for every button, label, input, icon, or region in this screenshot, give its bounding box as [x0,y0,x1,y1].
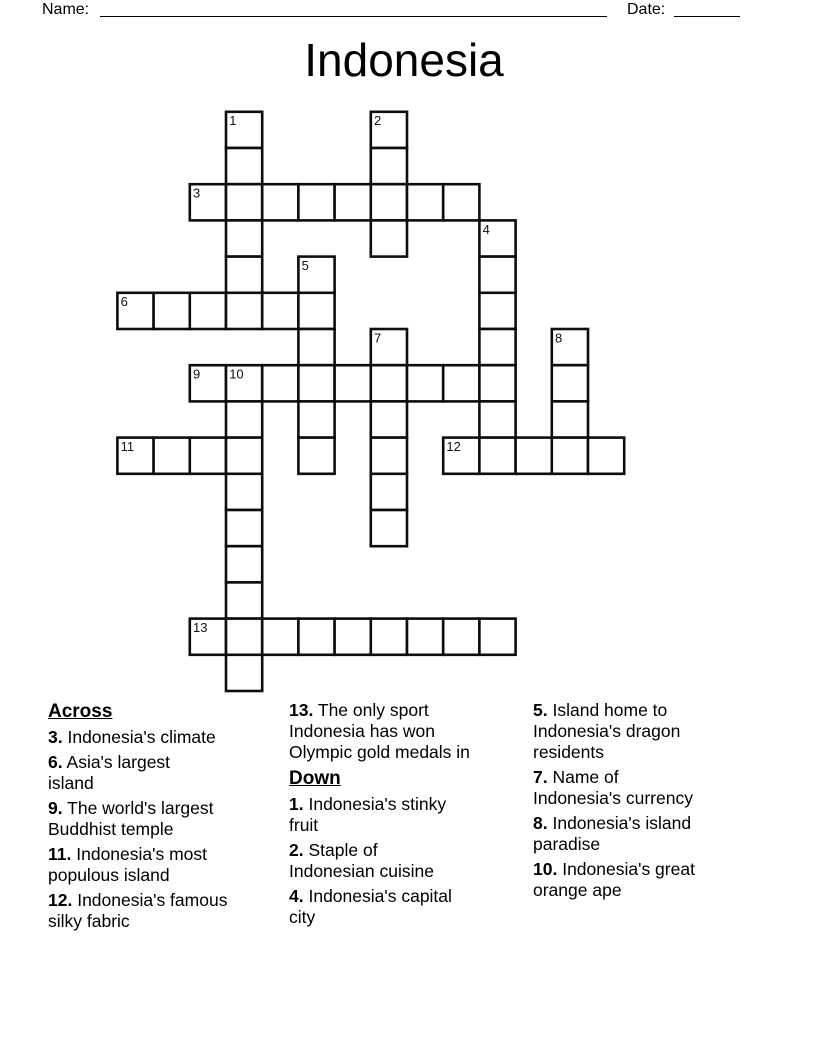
grid-cell-r4-c10 [479,257,515,293]
clue-text: Name of Indonesia's currency [533,767,693,808]
grid-cell-r7-c12 [552,365,588,401]
clue-text: Indonesia's most populous island [48,844,208,885]
clue-down-2 [289,840,529,882]
grid-number-3: 3 [193,185,201,201]
clue-number: 5. [533,700,548,720]
grid-cell-r9-c13 [588,438,624,474]
clue-text: Indonesia's capital city [289,886,452,927]
clue-text: Indonesia's island paradise [533,813,692,854]
grid-cell-r5-c10 [479,293,515,329]
grid-cell-r2-c7 [371,184,407,220]
grid-cell-r10-c7 [371,474,407,510]
grid-cell-r9-c2 [190,438,226,474]
grid-number-13: 13 [193,620,208,635]
clues-column-1 [48,700,286,936]
clue-across-3 [48,727,286,748]
clue-text: The only sport Indonesia has won Olympic gold medals in [289,700,470,762]
grid-cell-r2-c6 [335,184,371,220]
page-title: Indonesia [304,34,504,86]
grid-cell-r2-c4 [262,184,298,220]
grid-cell-r6-c5 [298,329,334,365]
grid-number-7: 7 [374,330,382,346]
clue-text: Indonesia's stinky fruit [289,794,447,835]
clue-text: Staple of Indonesian cuisine [289,840,434,881]
grid-cell-r14-c5 [298,619,334,655]
grid-cell-r5-c1 [154,293,190,329]
grid-cell-r9-c10 [479,438,515,474]
grid-cell-r7-c5 [298,365,334,401]
grid-cell-r7-c10 [479,365,515,401]
clue-across-9 [48,798,286,840]
clue-number: 6. [48,752,63,772]
grid-cell-r5-c3 [226,293,262,329]
grid-cell-r9-c5 [298,438,334,474]
clue-text: Asia's largest island [48,752,171,793]
clue-number: 10. [533,859,558,879]
grid-cell-r2-c5 [298,184,334,220]
clue-down-7 [533,767,773,809]
clue-across-12 [48,890,286,932]
grid-cell-r10-c3 [226,474,262,510]
grid-number-6: 6 [120,294,128,310]
grid-cell-r5-c5 [298,293,334,329]
grid-cell-r14-c10 [479,619,515,655]
clue-number: 12. [48,890,73,910]
clue-number: 2. [289,840,304,860]
clue-number: 7. [533,767,548,787]
grid-number-1: 1 [229,113,237,129]
grid-cell-r14-c4 [262,619,298,655]
grid-cell-r2-c9 [443,184,479,220]
grid-cell-r8-c10 [479,401,515,437]
grid-cell-r12-c3 [226,546,262,582]
grid-cell-r7-c7 [371,365,407,401]
grid-cell-r14-c6 [335,619,371,655]
grid-cell-r9-c7 [371,438,407,474]
clue-text: Indonesia's famous silky fabric [48,890,228,931]
grid-cell-r1-c7 [371,148,407,184]
clue-down-10 [533,859,773,901]
grid-cell-r4-c3 [226,257,262,293]
clue-number: 4. [289,886,304,906]
clue-across-13 [289,700,529,763]
clue-text: Indonesia's climate [67,727,216,747]
clue-down-4 [289,886,529,928]
clue-number: 11. [48,844,72,864]
grid-number-8: 8 [555,330,563,346]
grid-cell-r13-c3 [226,582,262,618]
grid-cell-r3-c3 [226,220,262,256]
grid-cell-r9-c11 [516,438,552,474]
clue-number: 3. [48,727,63,747]
clues-column-3 [533,700,773,905]
clue-number: 9. [48,798,63,818]
grid-cell-r2-c8 [407,184,443,220]
grid-cell-r1-c3 [226,148,262,184]
across-header: Across [48,701,113,722]
grid-cell-r8-c12 [552,401,588,437]
clue-down-8 [533,813,773,855]
grid-cell-r6-c10 [479,329,515,365]
clue-across-6 [48,752,286,794]
grid-cell-r9-c1 [154,438,190,474]
clue-text: Island home to Indonesia's dragon residents [533,700,681,762]
clue-number: 1. [289,794,304,814]
grid-cell-r7-c4 [262,365,298,401]
clue-across-11 [48,844,286,886]
grid-cell-r8-c7 [371,401,407,437]
grid-number-2: 2 [374,113,382,129]
date-label: Date: [627,1,666,18]
clue-text: The world's largest Buddhist temple [48,798,214,839]
clue-number: 8. [533,813,548,833]
clue-number: 13. [289,700,314,720]
grid-cell-r9-c3 [226,438,262,474]
grid-number-4: 4 [482,221,490,237]
grid-cell-r5-c2 [190,293,226,329]
grid-cell-r9-c12 [552,438,588,474]
clue-down-5 [533,700,773,763]
clues-column-2 [289,700,529,932]
grid-cell-r7-c8 [407,365,443,401]
name-label: Name: [42,1,90,18]
clue-down-1 [289,794,529,836]
grid-number-10: 10 [229,366,244,382]
grid-cell-r11-c3 [226,510,262,546]
grid-cell-r3-c7 [371,220,407,256]
grid-cell-r14-c3 [226,619,262,655]
grid-cell-r15-c3 [226,655,262,691]
grid-number-11: 11 [120,439,135,454]
grid-number-12: 12 [446,439,461,454]
grid-number-9: 9 [193,366,201,382]
down-header: Down [289,768,341,789]
grid-cell-r2-c3 [226,184,262,220]
grid-number-5: 5 [301,258,309,273]
grid-cell-r5-c4 [262,293,298,329]
grid-cell-r8-c3 [226,401,262,437]
grid-cell-r7-c9 [443,365,479,401]
grid-cell-r11-c7 [371,510,407,546]
grid-cell-r14-c9 [443,619,479,655]
grid-cell-r14-c8 [407,619,443,655]
clue-text: Indonesia's great orange ape [533,859,695,900]
grid-cell-r8-c5 [298,401,334,437]
grid-cell-r14-c7 [371,619,407,655]
grid-cell-r7-c6 [335,365,371,401]
